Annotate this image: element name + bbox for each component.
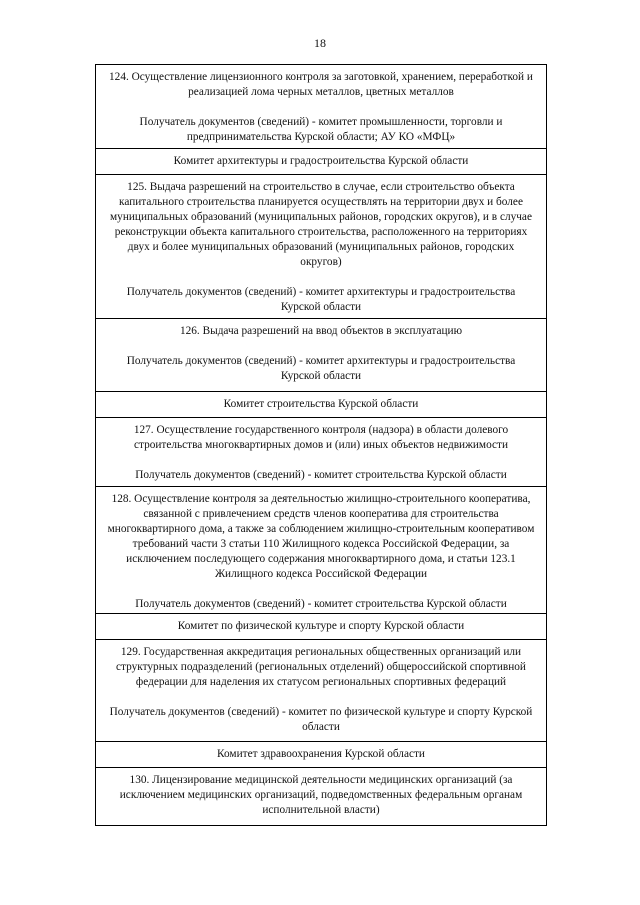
recipient-text: Получатель документов (сведений) - комитет промышленности, торговли и предпринимательства Курской области; АУ КО «МФЦ» [139,116,503,143]
service-item-126 [95,319,547,392]
service-item-127 [95,418,547,487]
service-item-129 [95,640,547,742]
recipient-text: Получатель документов (сведений) - комитет строительства Курской области [135,469,507,481]
section-header-architecture [95,149,547,175]
recipient-text: Получатель документов (сведений) - комитет по физической культуре и спорту Курской области [109,706,533,733]
recipient-text: Получатель документов (сведений) - комитет строительства Курской области [135,598,507,610]
section-header-construction [95,392,547,418]
service-description: 129. Государственная аккредитация региональных общественных организаций или структурных подразделений (региональных отделений) общероссийской спортивной федерации для наделения их статусом региональных спортивных федераций [116,646,526,688]
service-description: 130. Лицензирование медицинской деятельности медицинских организаций (за исключением медицинских организаций, подведомственных федеральным органам исполнительной власти) [119,774,523,816]
service-item-125 [95,175,547,319]
service-description: 125. Выдача разрешений на строительство в случае, если строительство объекта капитального строительства планируется осуществлять на территории двух и более муниципальных образований (муниципальных районов, городских округов), и в случае реконструкции объекта капитального строительства, расположенного на территориях двух и более муниципальных образований (муниципальных районов, городских округов) [110,181,532,268]
services-table [95,64,547,826]
service-description: 126. Выдача разрешений на ввод объектов в эксплуатацию [179,325,463,337]
section-title: Комитет по физической культуре и спорту Курской области [177,620,465,632]
section-title: Комитет здравоохранения Курской области [217,748,425,760]
recipient-text: Получатель документов (сведений) - комитет архитектуры и градостроительства Курской области [126,355,516,382]
section-title: Комитет строительства Курской области [223,398,419,410]
section-header-sport [95,614,547,640]
page-number: 18 [314,36,326,50]
service-item-130 [95,768,547,826]
service-description: 124. Осуществление лицензионного контроля за заготовкой, хранением, переработкой и реализацией лома черных металлов, цветных металлов [109,71,533,98]
service-item-128 [95,487,547,614]
recipient-text: Получатель документов (сведений) - комитет архитектуры и градостроительства Курской области [126,286,516,313]
service-description: 127. Осуществление государственного контроля (надзора) в области долевого строительства многоквартирных домов и (или) иных объектов недвижимости [133,424,509,451]
section-title: Комитет архитектуры и градостроительства Курской области [173,155,469,167]
service-description: 128. Осуществление контроля за деятельностью жилищно-строительного кооператива, связанной с привлечением средств членов кооператива для строительства многоквартирного дома, а также за соблюдением жилищно-строительным кооперативом требований части 3 статьи 110 Жилищного кодекса Российской Федерации, за исключением последующего содержания многоквартирного дома, и статьи 123.1 Жилищного кодекса Российской Федерации [107,493,535,580]
service-item-124 [95,65,547,149]
section-header-healthcare [95,742,547,768]
